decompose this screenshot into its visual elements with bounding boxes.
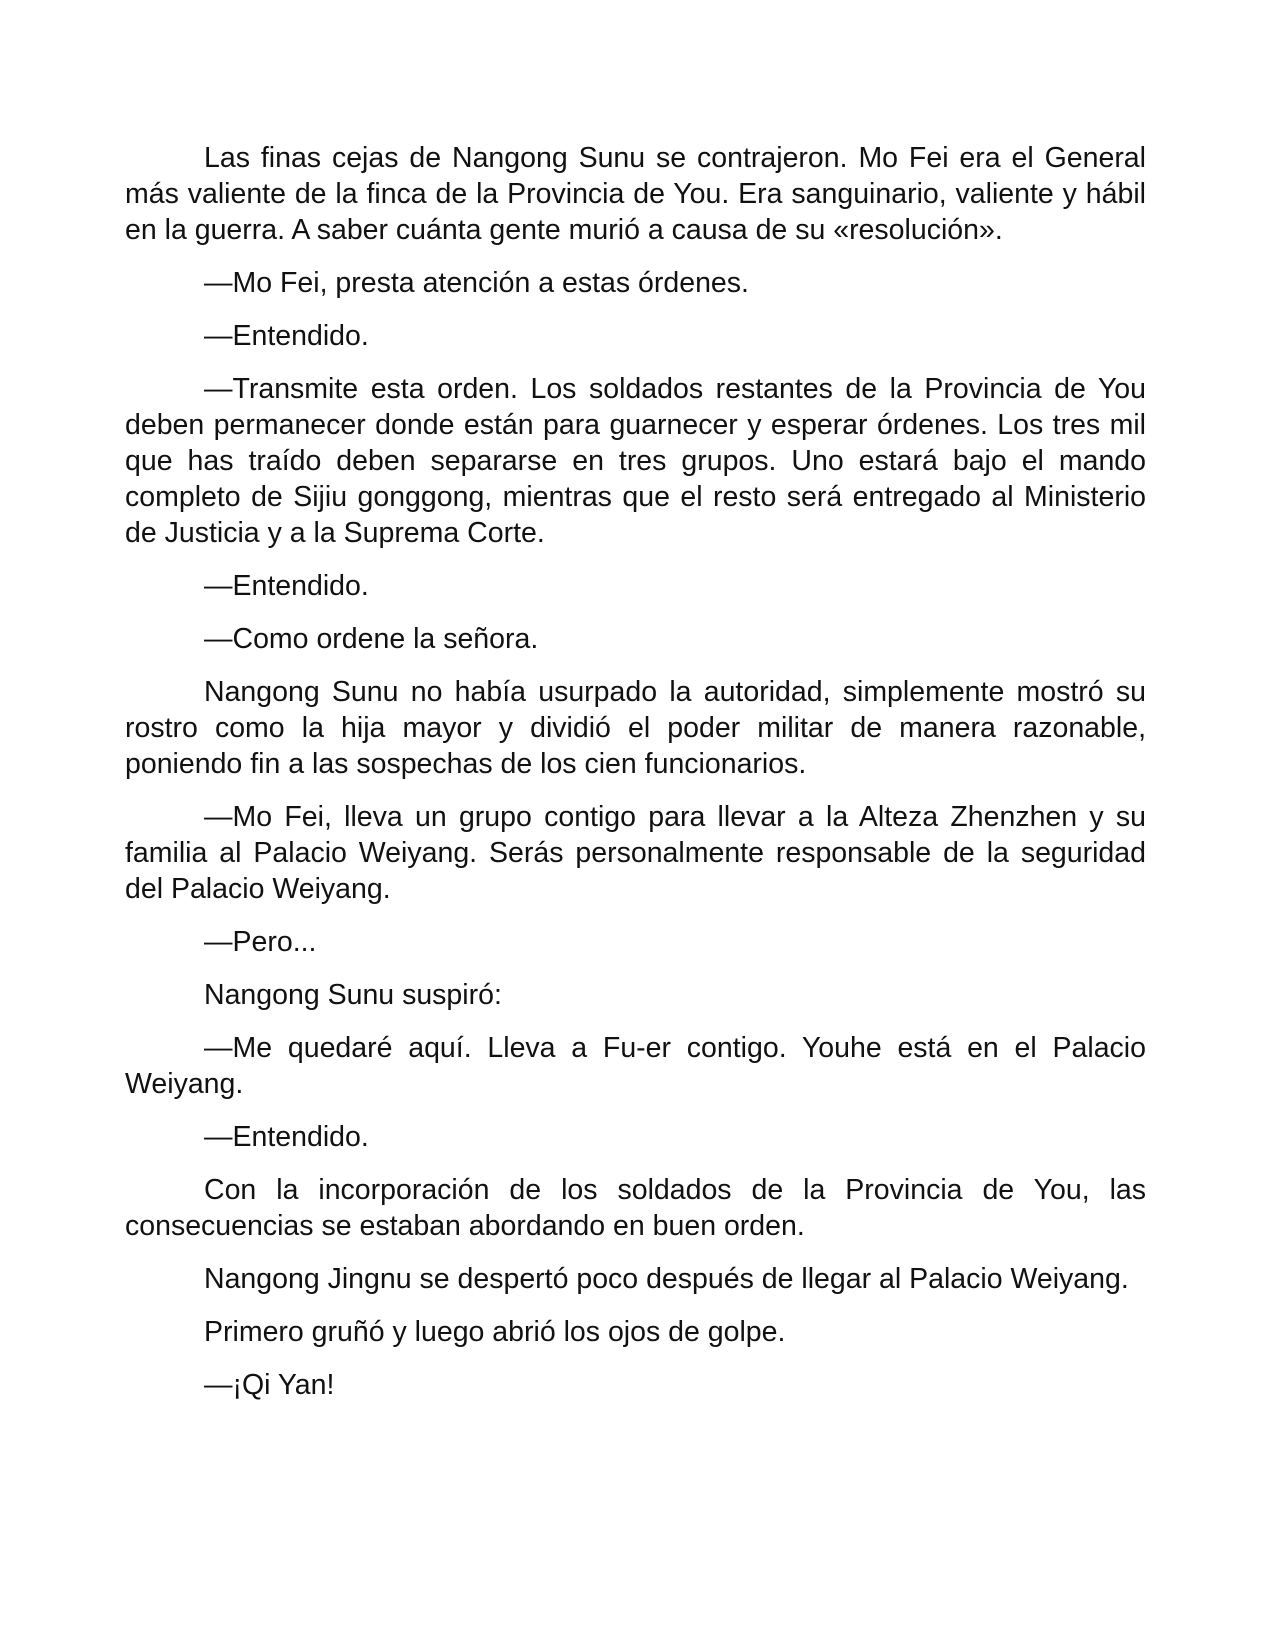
paragraph: Primero gruñó y luego abrió los ojos de golpe.	[204, 1316, 786, 1348]
paragraph: —¡Qi Yan!	[204, 1369, 335, 1401]
paragraph: —Mo Fei, lleva un grupo contigo para llevar a la Alteza Zhenzhen y su familia al Palacio Weiyang. Serás personalmente responsable de la seguridad del Palacio Weiyang.	[125, 801, 1146, 905]
paragraph: —Transmite esta orden. Los soldados restantes de la Provincia de You deben permanecer donde están para guarnecer y esperar órdenes. Los tres mil que has traído deben separarse en tres grupos. Uno estará bajo el mando completo de Sijiu gonggong, mientras que el resto será entregado al Ministerio de Justicia y a la Suprema Corte.	[125, 373, 1146, 549]
paragraph: —Como ordene la señora.	[204, 623, 539, 655]
paragraph: Con la incorporación de los soldados de la Provincia de You, las consecuencias se estaban abordando en buen orden.	[125, 1174, 1146, 1242]
paragraph: Nangong Sunu no había usurpado la autoridad, simplemente mostró su rostro como la hija mayor y dividió el poder militar de manera razonable, poniendo fin a las sospechas de los cien funcionarios.	[125, 676, 1146, 780]
paragraph: —Pero...	[204, 926, 317, 958]
paragraph: —Entendido.	[204, 570, 369, 602]
paragraph: —Mo Fei, presta atención a estas órdenes.	[204, 267, 749, 299]
paragraph: Las finas cejas de Nangong Sunu se contrajeron. Mo Fei era el General más valiente de la finca de la Provincia de You. Era sanguinario, valiente y hábil en la guerra. A saber cuánta gente murió a causa de su «resolución».	[125, 142, 1146, 246]
document-page	[125, 140, 1146, 1420]
paragraph: —Entendido.	[204, 320, 369, 352]
paragraph: —Me quedaré aquí. Lleva a Fu-er contigo. Youhe está en el Palacio Weiyang.	[125, 1032, 1146, 1100]
paragraph: —Entendido.	[204, 1121, 369, 1153]
paragraph: Nangong Jingnu se despertó poco después de llegar al Palacio Weiyang.	[204, 1263, 1129, 1295]
paragraph: Nangong Sunu suspiró:	[204, 979, 502, 1011]
